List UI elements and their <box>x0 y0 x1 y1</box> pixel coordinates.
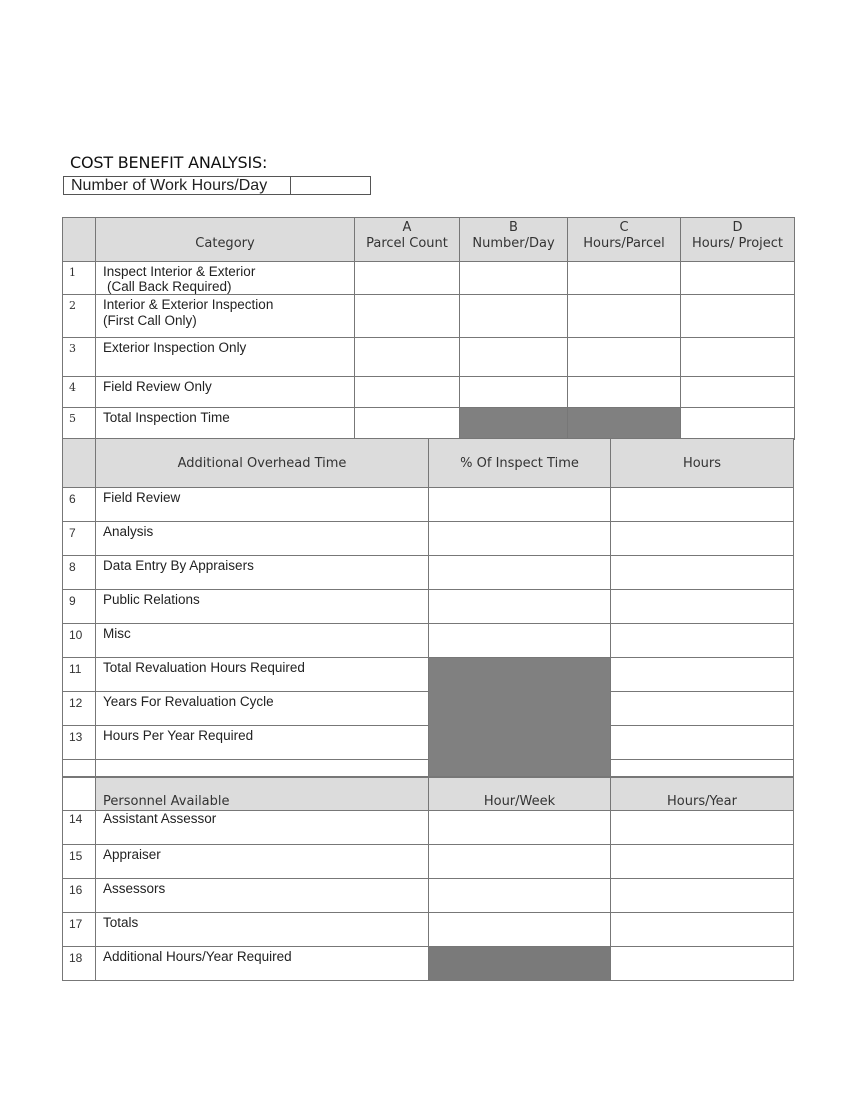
column-c-label: Hours/Parcel <box>583 236 665 251</box>
row-label-line1: Interior & Exterior Inspection <box>103 297 274 312</box>
column-a-label: Parcel Count <box>366 236 448 251</box>
column-a-header <box>355 218 460 262</box>
row-number: 5 <box>63 408 96 440</box>
row-label: Hours Per Year Required <box>96 726 429 760</box>
row-number: 3 <box>63 338 96 377</box>
row-label: Years For Revaluation Cycle <box>96 692 429 726</box>
table-row <box>63 590 794 624</box>
input-cell[interactable] <box>611 590 794 624</box>
row-number: 2 <box>63 295 96 338</box>
row-number: 1 <box>63 262 96 295</box>
column-d-label: Hours/ Project <box>691 236 784 251</box>
header-blank-cell <box>63 218 96 262</box>
input-cell[interactable] <box>355 295 460 338</box>
input-cell[interactable] <box>355 377 460 408</box>
input-cell[interactable] <box>460 295 568 338</box>
table-row <box>63 658 794 692</box>
input-cell[interactable] <box>355 338 460 377</box>
table-row <box>63 879 794 913</box>
row-label: Field Review <box>96 488 429 522</box>
row-label-line2: (Call Back Required) <box>107 279 232 294</box>
input-cell[interactable] <box>611 845 794 879</box>
input-cell[interactable] <box>681 262 795 295</box>
table-row <box>63 726 794 760</box>
row-number: 13 <box>63 726 96 760</box>
input-cell[interactable] <box>611 947 794 981</box>
row-label <box>96 295 355 338</box>
shaded-cell <box>429 947 611 981</box>
spacer-cell <box>63 760 96 777</box>
input-cell[interactable] <box>611 658 794 692</box>
column-c-header <box>568 218 681 262</box>
input-cell[interactable] <box>611 879 794 913</box>
row-number: 6 <box>63 488 96 522</box>
personnel-header-row <box>63 778 794 811</box>
spacer-row <box>63 760 794 777</box>
category-header: Category <box>96 218 355 262</box>
overhead-category-header: Additional Overhead Time <box>96 439 429 488</box>
table-row <box>63 377 795 408</box>
percent-inspect-time-header: % Of Inspect Time <box>429 439 611 488</box>
row-number: 8 <box>63 556 96 590</box>
row-number: 15 <box>63 845 96 879</box>
input-cell[interactable] <box>429 845 611 879</box>
input-cell[interactable] <box>611 811 794 845</box>
work-hours-per-day-row <box>63 176 371 195</box>
row-number: 18 <box>63 947 96 981</box>
input-cell[interactable] <box>429 624 611 658</box>
table-row <box>63 295 795 338</box>
row-label: Assistant Assessor <box>96 811 429 845</box>
header-blank-cell <box>63 778 96 811</box>
table-row <box>63 262 795 295</box>
row-number: 16 <box>63 879 96 913</box>
input-cell[interactable] <box>429 879 611 913</box>
table-row <box>63 522 794 556</box>
row-label: Field Review Only <box>96 377 355 408</box>
input-cell[interactable] <box>429 590 611 624</box>
hours-year-header: Hours/Year <box>611 778 794 811</box>
row-label: Total Inspection Time <box>96 408 355 440</box>
input-cell[interactable] <box>681 338 795 377</box>
personnel-category-header: Personnel Available <box>96 778 429 811</box>
input-cell[interactable] <box>460 377 568 408</box>
column-a-letter: A <box>402 220 412 235</box>
input-cell[interactable] <box>355 262 460 295</box>
row-number: 12 <box>63 692 96 726</box>
row-label-line2: (First Call Only) <box>103 313 197 328</box>
table-row <box>63 845 794 879</box>
column-b-header <box>460 218 568 262</box>
input-cell[interactable] <box>568 377 681 408</box>
overhead-table <box>62 438 794 777</box>
hour-week-header: Hour/Week <box>429 778 611 811</box>
input-cell[interactable] <box>429 556 611 590</box>
work-hours-input-cell[interactable] <box>291 177 370 194</box>
input-cell[interactable] <box>460 338 568 377</box>
row-label: Appraiser <box>96 845 429 879</box>
inspection-table <box>62 217 795 440</box>
row-label: Totals <box>96 913 429 947</box>
row-label: Misc <box>96 624 429 658</box>
input-cell[interactable] <box>568 262 681 295</box>
table-row <box>63 624 794 658</box>
input-cell[interactable] <box>681 295 795 338</box>
row-label: Total Revaluation Hours Required <box>96 658 429 692</box>
row-number: 14 <box>63 811 96 845</box>
table-row <box>63 692 794 726</box>
row-number: 10 <box>63 624 96 658</box>
row-label <box>96 262 355 295</box>
page-title: COST BENEFIT ANALYSIS: <box>70 153 268 172</box>
input-cell[interactable] <box>611 488 794 522</box>
work-hours-label: Number of Work Hours/Day <box>64 177 291 194</box>
table-row <box>63 408 795 440</box>
input-cell[interactable] <box>611 692 794 726</box>
shaded-cell <box>568 408 681 440</box>
row-number: 4 <box>63 377 96 408</box>
input-cell[interactable] <box>681 408 795 440</box>
input-cell[interactable] <box>568 338 681 377</box>
input-cell[interactable] <box>611 624 794 658</box>
table-row <box>63 488 794 522</box>
overhead-header-row <box>63 439 794 488</box>
column-b-label: Number/Day <box>472 236 555 251</box>
row-label: Assessors <box>96 879 429 913</box>
table-row <box>63 556 794 590</box>
row-label-line1: Inspect Interior & Exterior <box>103 264 256 279</box>
table-row <box>63 913 794 947</box>
column-b-letter: B <box>509 220 518 235</box>
row-label: Public Relations <box>96 590 429 624</box>
row-label: Data Entry By Appraisers <box>96 556 429 590</box>
input-cell[interactable] <box>429 913 611 947</box>
table-row <box>63 338 795 377</box>
column-d-letter: D <box>732 220 743 235</box>
input-cell[interactable] <box>460 262 568 295</box>
column-c-letter: C <box>619 220 629 235</box>
personnel-table <box>62 777 794 981</box>
column-d-header <box>681 218 795 262</box>
shaded-cell <box>460 408 568 440</box>
row-number: 11 <box>63 658 96 692</box>
input-cell[interactable] <box>611 913 794 947</box>
table-row <box>63 811 794 845</box>
row-label: Additional Hours/Year Required <box>96 947 429 981</box>
input-cell[interactable] <box>611 726 794 760</box>
inspection-header-row <box>63 218 795 262</box>
spacer-cell <box>96 760 429 777</box>
row-label: Analysis <box>96 522 429 556</box>
input-cell[interactable] <box>429 522 611 556</box>
input-cell[interactable] <box>355 408 460 440</box>
table-row <box>63 947 794 981</box>
header-blank-cell <box>63 439 96 488</box>
row-number: 17 <box>63 913 96 947</box>
hours-header: Hours <box>611 439 794 488</box>
input-cell[interactable] <box>681 377 795 408</box>
input-cell[interactable] <box>611 522 794 556</box>
shaded-block <box>429 658 611 777</box>
input-cell[interactable] <box>568 295 681 338</box>
row-number: 9 <box>63 590 96 624</box>
input-cell[interactable] <box>611 556 794 590</box>
row-label: Exterior Inspection Only <box>96 338 355 377</box>
input-cell[interactable] <box>429 488 611 522</box>
spacer-cell <box>611 760 794 777</box>
row-number: 7 <box>63 522 96 556</box>
input-cell[interactable] <box>429 811 611 845</box>
